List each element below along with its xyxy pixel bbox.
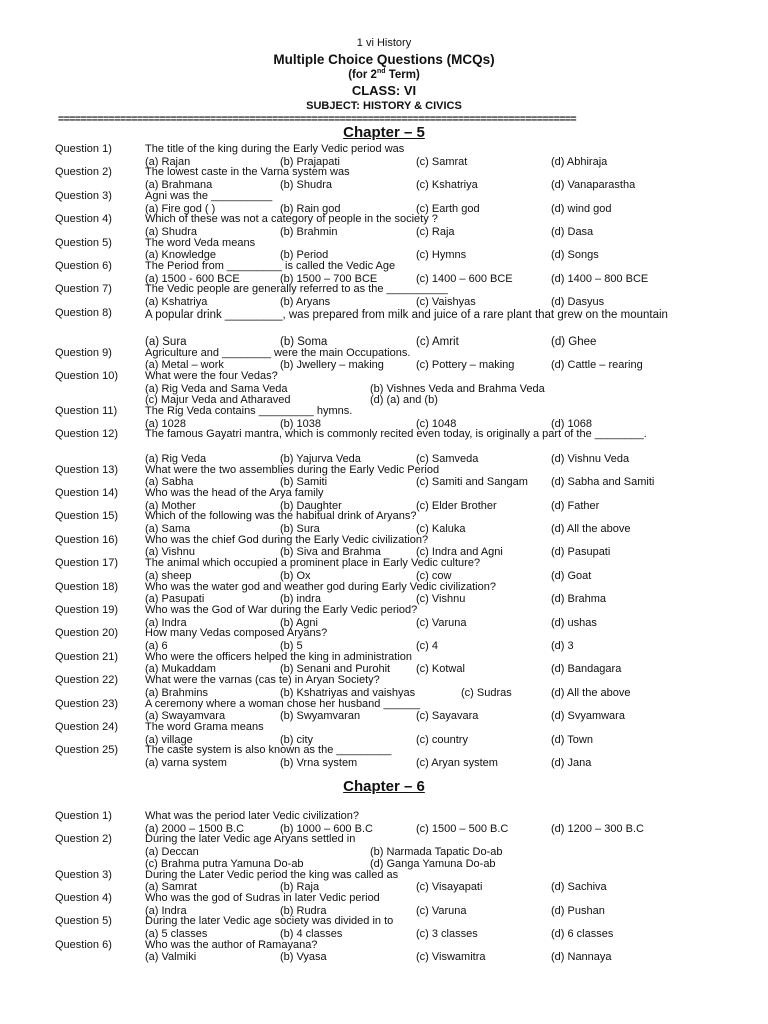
answer-option: (b) Rudra [280, 904, 327, 917]
answer-option: (a) village [145, 733, 193, 746]
answer-option: (d) Father [551, 499, 600, 512]
answer-option: (b) Ox [280, 569, 311, 582]
answer-option: (c) Hymns [416, 249, 467, 262]
answer-option: (c) Amrit [416, 335, 459, 348]
answer-option: (b) 1038 [280, 417, 321, 430]
answer-option: (a) sheep [145, 569, 192, 582]
subject-line: SUBJECT: HISTORY & CIVICS [306, 100, 462, 112]
question-number: Question 15) [55, 510, 118, 523]
answer-option: (c) 1048 [416, 417, 457, 430]
answer-option: (a) 1028 [145, 417, 186, 430]
question-number: Question 23) [55, 697, 118, 710]
question-text: Who was the head of the Arya family [145, 486, 324, 499]
answer-option: (d) Ganga Yamuna Do-ab [370, 857, 496, 870]
answer-option: (d) Vanaparastha [551, 179, 636, 192]
answer-option: (b) 4 classes [280, 928, 343, 940]
answer-option: (a) Brahmins [145, 686, 208, 699]
answer-option: (b) Period [280, 249, 329, 262]
answer-option: (c) Sudras [461, 686, 512, 699]
answer-option: (a) Sama [145, 523, 191, 535]
question-text: Who was the God of War during the Early Vedic period? [145, 603, 418, 616]
answer-option: (b) Sura [280, 523, 320, 535]
answer-option: (d) Bandagara [551, 663, 622, 676]
answer-option: (a) Sura [145, 335, 187, 348]
separator-rule: ============================================================================================ [58, 113, 577, 125]
question-number: Question 24) [55, 720, 118, 733]
question-text: Which of these was not a category of people in the society ? [145, 213, 438, 226]
answer-option: (d) Sabha and Samiti [551, 476, 655, 489]
answer-option: (b) Daughter [280, 499, 342, 512]
answer-option: (a) Kshatriya [145, 296, 208, 309]
answer-option: (c) Pottery – making [416, 359, 515, 372]
answer-option: (c) cow [416, 569, 452, 582]
answer-option: (b) Siva and Brahma [280, 546, 381, 559]
answer-option: (b) indra [280, 593, 321, 606]
question-text: Who was the author of Ramayana? [145, 938, 318, 951]
answer-option: (d) Svyamwara [551, 710, 625, 723]
answer-option: (d) Dasa [551, 225, 594, 238]
answer-option: (d) 1400 – 800 BCE [551, 272, 649, 285]
question-number: Question 2) [55, 166, 112, 179]
answer-option: (a) Mukaddam [145, 663, 216, 676]
question-number: Question 10) [55, 369, 118, 382]
answer-option: (d) 3 [551, 640, 574, 652]
question-number: Question 4) [55, 213, 112, 226]
answer-option: (b) Swyamvaran [280, 710, 361, 723]
question-text: What were the varnas (cas te) in Aryan Society? [145, 674, 380, 687]
question-text: A ceremony where a woman chose her husband ______ [145, 697, 421, 710]
chapter-title: Chapter – 6 [343, 778, 425, 795]
answer-option: (b) Aryans [280, 296, 331, 309]
answer-option: (d) ushas [551, 616, 597, 629]
question-text: The caste system is also known as the _________ [145, 744, 392, 757]
answer-option: (d) Pasupati [551, 546, 611, 559]
document-title: Multiple Choice Questions (MCQs) [273, 52, 495, 67]
answer-option: (a) Rajan [145, 155, 191, 168]
answer-option: (d) Abhiraja [551, 155, 608, 168]
answer-option: (b) Jwellery – making [280, 359, 384, 372]
question-number: Question 12) [55, 428, 118, 441]
answer-option: (d) Jana [551, 757, 592, 769]
answer-option: (d) Songs [551, 249, 599, 262]
question-text: What were the four Vedas? [145, 369, 278, 382]
answer-option: (b) Narmada Tapatic Do-ab [370, 846, 503, 859]
answer-option: (a) 6 [145, 640, 168, 652]
answer-option: (d) (a) and (b) [370, 394, 438, 407]
answer-option: (c) Varuna [416, 616, 467, 629]
answer-option: (c) Kshatriya [416, 179, 478, 192]
answer-option: (a) Samrat [145, 881, 197, 894]
answer-option: (c) Vishnu [416, 593, 466, 606]
question-text: The lowest caste in the Varna system was [145, 166, 350, 179]
answer-option: (c) country [416, 733, 468, 746]
answer-option: (b) Shudra [280, 179, 332, 192]
question-number: Question 17) [55, 557, 118, 570]
answer-option: (d) Vishnu Veda [551, 452, 630, 465]
answer-option: (c) Earth god [416, 202, 480, 215]
answer-option: (a) Metal – work [145, 359, 224, 372]
question-number: Question 3) [55, 189, 112, 202]
question-number: Question 16) [55, 533, 118, 546]
question-text: The word Grama means [145, 720, 264, 733]
question-text: During the later Vedic age society was divided in to [145, 915, 394, 928]
term-suffix: Term) [385, 68, 420, 81]
question-number: Question 22) [55, 674, 118, 687]
question-number: Question 5) [55, 915, 112, 928]
answer-option: (a) Fire god ( ) [145, 202, 216, 215]
question-text: The Rig Veda contains _________ hymns. [145, 405, 353, 417]
answer-option: (a) Shudra [145, 225, 197, 238]
question-number: Question 4) [55, 891, 112, 904]
answer-option: (d) 1200 – 300 B.C [551, 822, 644, 835]
term-prefix: (for 2 [348, 68, 377, 81]
question-text: Who was the water god and weather god during Early Vedic civilization? [145, 580, 496, 593]
answer-option: (a) Deccan [145, 846, 199, 859]
answer-option: (d) Dasyus [551, 296, 605, 309]
answer-option: (b) 5 [280, 640, 303, 652]
answer-option: (a) Indra [145, 616, 187, 629]
answer-option: (c) 1500 – 500 B.C [416, 822, 509, 835]
answer-option: (a) Rig Veda [145, 452, 207, 465]
answer-option: (a) 1500 - 600 BCE [145, 272, 240, 285]
answer-option: (d) 6 classes [551, 928, 614, 940]
answer-option: (a) Vishnu [145, 546, 195, 559]
answer-option: (b) 1000 – 600 B.C [280, 822, 373, 835]
answer-option: (d) Brahma [551, 593, 607, 606]
question-number: Question 25) [55, 744, 118, 757]
answer-option: (d) Ghee [551, 335, 597, 348]
question-number: Question 20) [55, 627, 118, 640]
question-text: The title of the king during the Early Vedic period was [145, 143, 405, 155]
question-text: A popular drink _________, was prepared from milk and juice of a rare plant that grew on the mountain [145, 308, 668, 321]
answer-option: (c) Sayavara [416, 710, 479, 723]
page-header-topline: 1 vi History [356, 37, 412, 49]
answer-option: (a) Swayamvara [145, 710, 226, 723]
answer-option: (c) Aryan system [416, 757, 498, 769]
answer-option: (d) 1068 [551, 417, 592, 430]
question-number: Question 1) [55, 810, 112, 822]
question-number: Question 2) [55, 833, 112, 846]
answer-option: (c) Kaluka [416, 523, 466, 535]
answer-option: (c) Samveda [416, 452, 479, 465]
question-number: Question 13) [55, 463, 118, 476]
question-number: Question 5) [55, 236, 112, 249]
answer-option: (a) varna system [145, 757, 227, 769]
answer-option: (b) Agni [280, 616, 318, 629]
answer-option: (c) Brahma putra Yamuna Do-ab [145, 857, 304, 870]
answer-option: (a) 2000 – 1500 B.C [145, 822, 245, 835]
answer-option: (c) 4 [416, 640, 438, 652]
question-text: Which of the following was the habitual drink of Aryans? [145, 510, 417, 523]
answer-option: (a) Knowledge [145, 249, 216, 262]
answer-option: (d) Nannaya [551, 951, 612, 964]
answer-option: (c) Samrat [416, 155, 468, 168]
answer-option: (b) city [280, 733, 313, 746]
question-number: Question 6) [55, 938, 112, 951]
question-text: What was the period later Vedic civilization? [145, 810, 359, 822]
question-number: Question 7) [55, 283, 112, 296]
question-text: The Vedic people are generally referred to as the __________ [145, 283, 448, 296]
question-text: The Period from _________ is called the Vedic Age [145, 260, 396, 272]
answer-option: (a) 5 classes [145, 928, 208, 940]
question-text: The word Veda means [145, 236, 256, 249]
answer-option: (c) Indra and Agni [416, 546, 503, 559]
answer-option: (b) Senani and Purohit [280, 663, 391, 676]
question-text: Who was the god of Sudras in later Vedic period [145, 891, 380, 904]
answer-option: (c) Kotwal [416, 663, 465, 676]
question-number: Question 11) [55, 405, 118, 417]
answer-option: (d) Town [551, 733, 593, 746]
answer-option: (b) Vishnes Veda and Brahma Veda [370, 382, 545, 395]
answer-option: (b) Soma [280, 335, 328, 348]
answer-option: (c) Majur Veda and Atharaved [145, 394, 291, 407]
answer-option: (a) Brahmana [145, 179, 213, 192]
question-number: Question 1) [55, 143, 112, 155]
question-number: Question 21) [55, 650, 118, 663]
term-line [0, 68, 768, 81]
answer-option: (b) Rain god [280, 202, 341, 215]
answer-option: (d) All the above [551, 686, 631, 699]
answer-option: (c) 3 classes [416, 928, 478, 940]
question-number: Question 19) [55, 603, 118, 616]
answer-option: (b) Raja [280, 881, 320, 894]
answer-option: (c) Viswamitra [416, 951, 486, 964]
answer-option: (d) Sachiva [551, 881, 607, 894]
question-number: Question 18) [55, 580, 118, 593]
question-text: The famous Gayatri mantra, which is commonly recited even today, is originally a part of the ________. [145, 428, 647, 441]
answer-option: (c) Raja [416, 225, 455, 238]
answer-option: (b) Prajapati [280, 155, 340, 168]
answer-option: (b) Samiti [280, 476, 328, 489]
answer-option: (b) Yajurva Veda [280, 452, 361, 465]
answer-option: (a) Sabha [145, 476, 194, 489]
question-text: Agni was the __________ [145, 189, 273, 202]
answer-option: (c) Vaishyas [416, 296, 476, 309]
answer-option: (b) Vrna system [280, 757, 358, 769]
answer-option: (c) Elder Brother [416, 499, 497, 512]
question-text: Who were the officers helped the king in administration [145, 650, 412, 663]
question-text: What were the two assemblies during the Early Vedic Period [145, 463, 440, 476]
answer-option: (d) Cattle – rearing [551, 359, 643, 372]
term-superscript: nd [376, 68, 386, 75]
answer-option: (c) Varuna [416, 904, 467, 917]
question-number: Question 3) [55, 868, 112, 881]
answer-option: (a) Mother [145, 499, 196, 512]
answer-option: (b) Kshatriyas and vaishyas [280, 686, 416, 699]
question-number: Question 6) [55, 260, 112, 272]
question-text: Who was the chief God during the Early Vedic civilization? [145, 533, 429, 546]
question-text: How many Vedas composed Aryans? [145, 627, 328, 640]
question-number: Question 8) [55, 306, 112, 319]
answer-option: (c) Visayapati [416, 881, 483, 894]
class-line: CLASS: VI [351, 83, 417, 98]
answer-option: (c) 1400 – 600 BCE [416, 272, 513, 285]
chapter-title: Chapter – 5 [343, 124, 425, 141]
answer-option: (b) Brahmin [280, 225, 338, 238]
question-text: During the later Vedic age Aryans settled in [145, 833, 356, 846]
question-text: Agriculture and ________ were the main Occupations. [145, 346, 411, 359]
question-number: Question 9) [55, 346, 112, 359]
answer-option: (a) Rig Veda and Sama Veda [145, 382, 288, 395]
answer-option: (d) All the above [551, 523, 631, 535]
answer-option: (a) Valmiki [145, 951, 197, 964]
answer-option: (a) Indra [145, 904, 187, 917]
question-text: During the Later Vedic period the king was called as [145, 868, 399, 881]
answer-option: (b) Vyasa [280, 951, 327, 964]
answer-option: (d) wind god [551, 202, 612, 215]
answer-option: (c) Samiti and Sangam [416, 476, 528, 489]
question-text: The animal which occupied a prominent place in Early Vedic culture? [145, 557, 481, 570]
question-number: Question 14) [55, 486, 118, 499]
answer-option: (a) Pasupati [145, 593, 205, 606]
answer-option: (b) 1500 – 700 BCE [280, 272, 378, 285]
answer-option: (d) Goat [551, 569, 592, 582]
answer-option: (d) Pushan [551, 904, 605, 917]
